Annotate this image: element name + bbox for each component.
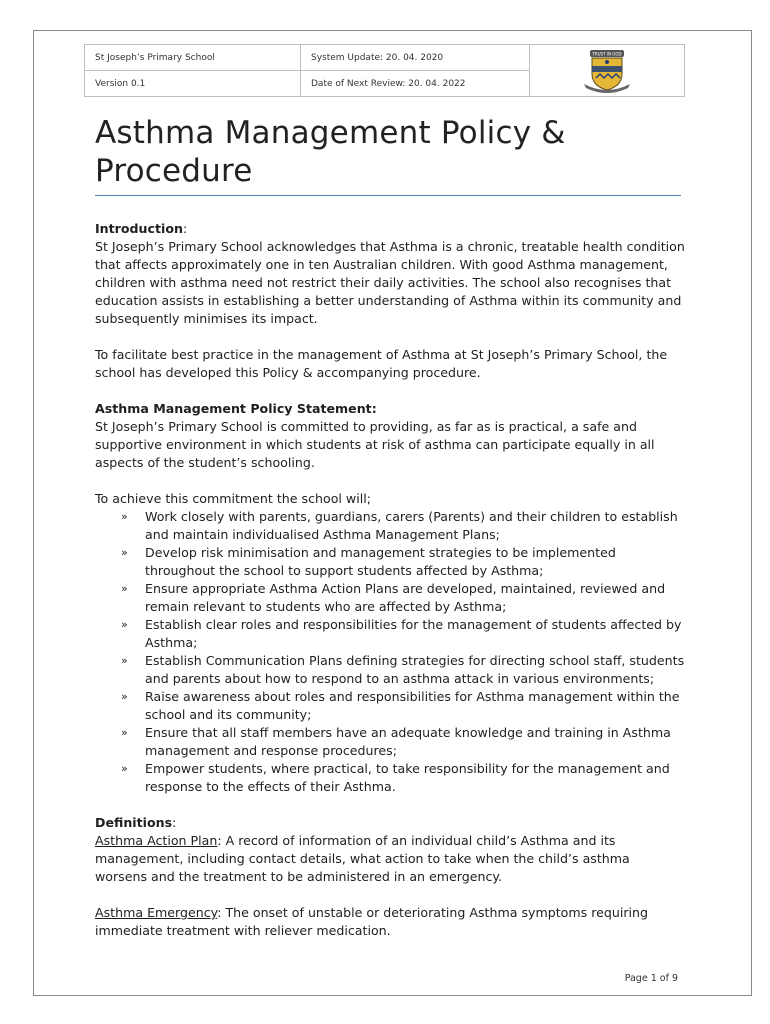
- system-update: System Update: 20. 04. 2020: [301, 45, 530, 71]
- document-body: Introduction: St Joseph’s Primary School acknowledges that Asthma is a chronic, treatable health condition that affects approximately one in ten Australian children. With good Asthma management, children with asthma need not restrict their daily activities. The school also recognises that education assists in establishing a better understanding of Asthma within its community and subsequently minimises its impact. To facilitate best practice in the management of Asthma at St Joseph’s Primary School, the school has developed this Policy & accompanying procedure. Asthma Management Policy Statement: St Joseph’s Primary School is committed to providing, as far as is practical, a safe and supportive environment in which students at risk of asthma can participate equally in all aspects of the student’s schooling. To achieve this commitment the school will; » Work closely with parents, guardians, carers (Parents) and their children to establish and maintain individualised Asthma Management Plans; » Develop risk minimisation and management strategies to be implemented throughout the school to support students affected by Asthma; » Ensure appropriate Asthma Action Plans are developed, maintained, reviewed and remain relevant to students who are affected by Asthma; » Establish clear roles and responsibilities for the management of students affected by Asthma; » Establish Communication Plans defining strategies for directing school staff, students and parents about how to respond to an asthma attack in various environments; » Raise awareness about roles and responsibilities for Asthma management within the school and its community; » Ensure that all staff members have an adequate knowledge and training in Asthma management and response procedures; » Empower students, where practical, to take responsibility for the management and response to the effects of their Asthma. Definitions: Asthma Action Plan: A record of information of an individual child’s Asthma and its management, including contact details, what action to take when the child’s asthma worsens and the treatment to be administered in an emergency. Asthma Emergency: The onset of unstable or deteriorating Asthma symptoms requiring immediate treatment with reliever medication.: [95, 221, 685, 938]
- list-item: » Ensure that all staff members have an adequate knowledge and training in Asthma management and response procedures;: [121, 725, 671, 758]
- intro-heading: Introduction: [95, 221, 183, 236]
- definition-asthma-emergency: Asthma Emergency: The onset of unstable or deteriorating Asthma symptoms requiring immediate treatment with reliever medication.: [95, 905, 648, 938]
- list-item: » Develop risk minimisation and management strategies to be implemented throughout the school to support students affected by Asthma;: [121, 545, 616, 578]
- bullet-icon: »: [121, 690, 128, 703]
- next-review-date: Date of Next Review: 20. 04. 2022: [301, 71, 530, 97]
- list-item: » Raise awareness about roles and responsibilities for Asthma management within the school and its community;: [121, 689, 680, 722]
- list-item: » Ensure appropriate Asthma Action Plans are developed, maintained, reviewed and remain relevant to students who are affected by Asthma;: [121, 581, 666, 614]
- bullet-icon: »: [121, 510, 128, 523]
- version: Version 0.1: [85, 71, 301, 97]
- policy-lead: To achieve this commitment the school will;: [95, 491, 371, 506]
- school-crest-icon: [578, 48, 636, 94]
- list-item: » Establish clear roles and responsibilities for the management of students affected by Asthma;: [121, 617, 682, 650]
- bullet-icon: »: [121, 654, 128, 667]
- bullet-icon: »: [121, 762, 128, 775]
- policy-heading: Asthma Management Policy Statement:: [95, 401, 377, 416]
- title-line-1: Asthma Management Policy &: [95, 115, 566, 151]
- bullet-icon: »: [121, 726, 128, 739]
- policy-paragraph-1: St Joseph’s Primary School is committed to providing, as far as is practical, a safe and supportive environment in which students at risk of asthma can participate equally in all aspects of the student’s schooling.: [95, 419, 655, 470]
- intro-paragraph-2: To facilitate best practice in the management of Asthma at St Joseph’s Primary School, the school has developed this Policy & accompanying procedure.: [95, 347, 668, 380]
- definition-asthma-action-plan: Asthma Action Plan: A record of information of an individual child’s Asthma and its management, including contact details, what action to take when the child’s asthma worsens and the treatment to be administered in an emergency.: [95, 833, 630, 884]
- list-item: » Empower students, where practical, to take responsibility for the management and response to the effects of their Asthma.: [121, 761, 670, 794]
- list-item: » Work closely with parents, guardians, carers (Parents) and their children to establish and maintain individualised Asthma Management Plans;: [121, 509, 678, 542]
- title-line-2: Procedure: [95, 153, 253, 189]
- bullet-icon: »: [121, 546, 128, 559]
- definition-term: Asthma Action Plan: [95, 833, 218, 848]
- svg-text:TRUST IN GOD: TRUST IN GOD: [592, 51, 622, 57]
- commitment-list: [95, 508, 685, 796]
- bullet-icon: »: [121, 618, 128, 631]
- school-name: St Joseph’s Primary School: [85, 45, 301, 71]
- document-header-table: [84, 44, 685, 97]
- page-number: Page 1 of 9: [624, 973, 678, 984]
- bullet-icon: »: [121, 582, 128, 595]
- definitions-heading: Definitions: [95, 815, 173, 830]
- school-crest-cell: [530, 45, 684, 97]
- page-title: [95, 114, 685, 190]
- definition-term: Asthma Emergency: [95, 905, 218, 920]
- list-item: » Establish Communication Plans defining strategies for directing school staff, students and parents about how to respond to an asthma attack in various environments;: [121, 653, 685, 686]
- title-underline: [95, 195, 681, 196]
- intro-paragraph-1: St Joseph’s Primary School acknowledges that Asthma is a chronic, treatable health condition that affects approximately one in ten Australian children. With good Asthma management, children with asthma need not restrict their daily activities. The school also recognises that education assists in establishing a better understanding of Asthma within its community and subsequently minimises its impact.: [95, 239, 685, 326]
